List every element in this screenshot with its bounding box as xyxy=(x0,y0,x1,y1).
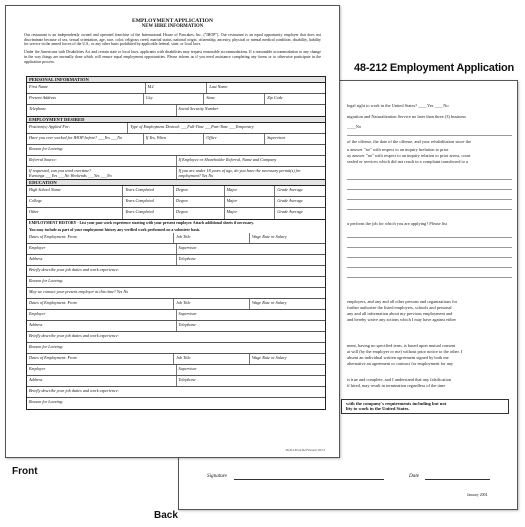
address-field[interactable]: Present Address xyxy=(27,94,144,104)
front-label: Front xyxy=(12,466,38,477)
worked-before-field[interactable]: Have you ever worked for IHOP before? ___Yes ___No xyxy=(27,134,144,144)
answer-line xyxy=(347,257,512,258)
back-text: further authorize the listed employers, schools and personal xyxy=(347,305,452,310)
answer-line xyxy=(347,189,512,190)
form-row xyxy=(27,197,325,208)
application-form xyxy=(26,76,326,410)
back-text: u perform the job for which you are applying? Please list xyxy=(347,221,447,226)
city-field[interactable]: City xyxy=(144,94,205,104)
form-row xyxy=(27,244,325,255)
form-title: EMPLOYMENT APPLICATION xyxy=(131,18,214,24)
other-school-field[interactable]: Other xyxy=(27,208,123,219)
wage-field[interactable]: Wage Rate or Salary xyxy=(252,355,287,361)
employer-phone-field[interactable]: Telephone xyxy=(178,322,196,328)
personal-section xyxy=(26,76,326,116)
reason-leaving-field[interactable]: Reason for Leaving: xyxy=(29,146,64,151)
major-field[interactable]: Major xyxy=(225,186,276,196)
last-name-field[interactable]: Last Name xyxy=(209,84,228,89)
employer-address-field[interactable]: Address xyxy=(27,255,177,265)
college-field[interactable]: College xyxy=(27,197,123,207)
reason-leaving-field[interactable]: Reason for Leaving: xyxy=(29,344,64,350)
employer-field[interactable]: Employer xyxy=(27,244,177,254)
form-row xyxy=(27,299,325,310)
form-row xyxy=(27,266,325,277)
answer-line xyxy=(347,209,512,210)
duties-field[interactable]: Briefly describe your job duties and work experience: xyxy=(29,333,120,339)
permit-field[interactable]: If you are under 18 years of age, do you have the necessary permit(s) for employment? Yes No xyxy=(178,168,301,178)
product-title: 48-212 Employment Application xyxy=(354,62,515,74)
back-text: ment, having no specified term, is based upon mutual consent xyxy=(347,343,456,348)
back-text: absent an individual written agreement signed by both me xyxy=(347,355,449,360)
signature-label: Signature xyxy=(207,473,227,479)
section-header: PERSONAL INFORMATION xyxy=(27,77,325,83)
back-text: nigration and Naturalization Service no later than three (3) business xyxy=(347,114,466,119)
employer-field[interactable]: Employer xyxy=(27,310,177,320)
state-field[interactable]: State xyxy=(204,94,265,104)
years-completed-field[interactable]: Years Completed xyxy=(123,186,174,196)
form-row xyxy=(27,145,325,156)
employer-field[interactable]: Employer xyxy=(27,365,177,375)
date-label: Date xyxy=(409,473,420,479)
wage-field[interactable]: Wage Rate or Salary xyxy=(252,300,287,306)
form-subtitle: NEW HIRE INFORMATION xyxy=(141,24,204,30)
grade-field[interactable]: Grade Average xyxy=(277,198,303,203)
employer-phone-field[interactable]: Telephone xyxy=(178,256,196,262)
dates-field[interactable]: Dates of Employment: From xyxy=(27,233,174,243)
job-title-field[interactable]: Job Title xyxy=(174,233,250,243)
answer-line xyxy=(347,247,512,248)
back-text: alternative an agreement or contract for employment for any xyxy=(347,361,454,366)
dates-field[interactable]: Dates of Employment: From xyxy=(27,299,174,309)
compliance-box xyxy=(341,399,509,414)
form-row xyxy=(27,277,325,288)
duties-field[interactable]: Briefly describe your job duties and work experience: xyxy=(29,267,120,273)
answer-line xyxy=(347,267,512,268)
form-row xyxy=(27,332,325,343)
position-field[interactable]: Position(s) Applied For: xyxy=(27,123,128,133)
ssn-field[interactable]: Social Security Number xyxy=(178,106,219,111)
signature-line[interactable] xyxy=(234,479,384,480)
back-text: is true and complete, and I understand that any falsification xyxy=(347,377,452,382)
degree-field[interactable]: Degree xyxy=(174,208,225,219)
education-section xyxy=(26,179,326,219)
telephone-field[interactable]: Telephone xyxy=(27,105,177,116)
section-header: EDUCATION xyxy=(27,180,325,186)
answer-line xyxy=(347,277,512,278)
back-text: ay answer "no" with respect to an inquiry relation to prior arrest, court xyxy=(347,153,471,158)
degree-field[interactable]: Degree xyxy=(174,186,225,196)
form-row xyxy=(27,343,325,354)
supervisor-field[interactable]: Supervisor xyxy=(178,366,197,372)
grade-field[interactable]: Grade Average xyxy=(277,209,303,214)
first-name-field[interactable]: First Name xyxy=(27,83,146,93)
answer-line xyxy=(347,179,512,180)
section-header: EMPLOYMENT DESIRED xyxy=(27,117,325,123)
form-row xyxy=(27,83,325,94)
reason-leaving-field[interactable]: Reason for Leaving: xyxy=(29,278,64,284)
wage-field[interactable]: Wage Rate or Salary xyxy=(252,234,287,240)
back-text: u answer "no" with respect to an inquiry hrelation to prior xyxy=(347,147,449,152)
front-page xyxy=(5,5,340,458)
form-footnote: 48-212-Front Ref/Version: 05/13 xyxy=(285,447,325,452)
dates-field[interactable]: Dates of Employment: From xyxy=(27,354,174,364)
overtime-label: If requested, can you work overtime? xyxy=(29,168,92,173)
zip-field[interactable]: Zip Code xyxy=(267,95,283,100)
back-text: legal right to work in the United States? ____Yes ____No xyxy=(347,103,449,108)
major-field[interactable]: Major xyxy=(225,208,276,219)
employment-desired-section xyxy=(26,116,326,179)
when-field[interactable]: If Yes, When xyxy=(144,134,205,144)
mi-field[interactable]: M.I. xyxy=(146,83,208,93)
form-row xyxy=(27,255,325,266)
form-row xyxy=(27,233,325,244)
duties-field[interactable]: Briefly describe your job duties and work experience: xyxy=(29,388,120,394)
form-row xyxy=(27,167,325,179)
years-completed-field[interactable]: Years Completed xyxy=(123,208,174,219)
history-note: EMPLOYMENT HISTORY - List your past work experience starting with your present employer. Attach additional sheets if necessary. xyxy=(29,221,254,225)
job-title-field[interactable]: Job Title xyxy=(174,299,250,309)
employer-address-field[interactable]: Address xyxy=(27,321,177,331)
back-text: of the offense, the date of the offense, and your rehabilitation since the xyxy=(347,139,471,144)
form-row xyxy=(27,354,325,365)
answer-line xyxy=(347,199,512,200)
grade-field[interactable]: Grade Average xyxy=(277,187,303,192)
form-row xyxy=(27,186,325,197)
form-row xyxy=(27,310,325,321)
back-text: any and all information about my previous employment and xyxy=(347,311,453,316)
form-row xyxy=(27,387,325,398)
back-label: Back xyxy=(154,510,178,521)
form-row xyxy=(27,94,325,105)
back-text: if hired, may result in termination regardless of the time xyxy=(347,383,446,388)
years-completed-field[interactable]: Years Completed xyxy=(123,197,174,207)
referral-field[interactable]: Referral Source: xyxy=(27,156,177,166)
overtime-field[interactable] xyxy=(27,167,177,179)
form-row xyxy=(27,156,325,167)
compliance-text: with the company's requirements including but not xyxy=(346,401,447,406)
date-line[interactable] xyxy=(425,479,490,480)
job-title-field[interactable]: Job Title xyxy=(174,354,250,364)
ada-paragraph: Under the Americans with Disabilities Act and certain state or local laws, applicants with disabilities may request reasonable accommodations. If a reasonable accommodation to any change in the way things are normally done which will ensure equal employment opportunities. Please inform us if you need assistance completing any forms or to otherwise participate in the application process. xyxy=(24,50,321,64)
employer-address-field[interactable]: Address xyxy=(27,376,177,386)
degree-field[interactable]: Degree xyxy=(174,197,225,207)
employee-referral-field[interactable]: If Employee or Shareholder Referral, Name and Company xyxy=(178,157,277,162)
back-text: and hereby waive any actions which I may have against either xyxy=(347,317,456,322)
major-field[interactable]: Major xyxy=(225,197,276,207)
form-row xyxy=(27,365,325,376)
form-row xyxy=(27,134,325,145)
form-row xyxy=(27,398,325,409)
high-school-field[interactable]: High School Name xyxy=(27,186,123,196)
form-row xyxy=(27,123,325,134)
form-row xyxy=(27,208,325,219)
back-text: ____No xyxy=(347,124,362,129)
type-desired-field[interactable]: Type of Employment Desired: ___Full-Time ___Part-Time ___Temporary xyxy=(130,124,254,129)
compliance-text: lity to work in the United States. xyxy=(346,406,410,412)
form-row xyxy=(27,321,325,332)
supervisor-field[interactable]: Supervisor xyxy=(178,311,197,317)
reason-leaving-field[interactable]: Reason for Leaving: xyxy=(29,399,64,405)
back-text: employers, and any and all other persons and organizations for xyxy=(347,299,458,304)
back-text: at will (by the employer or me) without prior notice to the other. I xyxy=(347,349,463,354)
back-text: sealed or services which did not result in a complaint transferred to a xyxy=(347,159,468,164)
supervisor-field[interactable]: Supervisor xyxy=(267,135,286,140)
intro-paragraph: Our restaurant is an independently owned and operated franchise of the International House of Pancakes, Inc. ("IHOP"). Our restaurant is an equal opportunity employer that does not discriminate because of sex, sexual orientation, age, race, color, religious creed, marital status, national origin, citizenship, ancestry, physical or mental medical condition, disability, liability for service in the armed forces of the U.S., or any other basis prohibited by applicable federal, state, or local laws. xyxy=(24,33,321,47)
back-footer: January 2004 xyxy=(467,493,488,497)
form-row xyxy=(27,105,325,116)
form-row xyxy=(27,288,325,299)
form-row xyxy=(27,376,325,387)
volunteer-note: You may include as part of your employment history any verified work performed on a volunteer basis. xyxy=(29,227,201,232)
supervisor-field[interactable]: Supervisor xyxy=(178,245,197,251)
employer-phone-field[interactable]: Telephone xyxy=(178,377,196,383)
contact-employer-field[interactable]: May we contact your present employer at this time? Yes No xyxy=(29,289,129,295)
office-field[interactable]: Office xyxy=(204,134,265,144)
answer-line xyxy=(347,237,512,238)
overtime-options: Evenings ___Yes ___No Weekends ___Yes ___No xyxy=(29,173,112,178)
employment-history-section xyxy=(26,219,326,410)
divider xyxy=(347,135,512,136)
